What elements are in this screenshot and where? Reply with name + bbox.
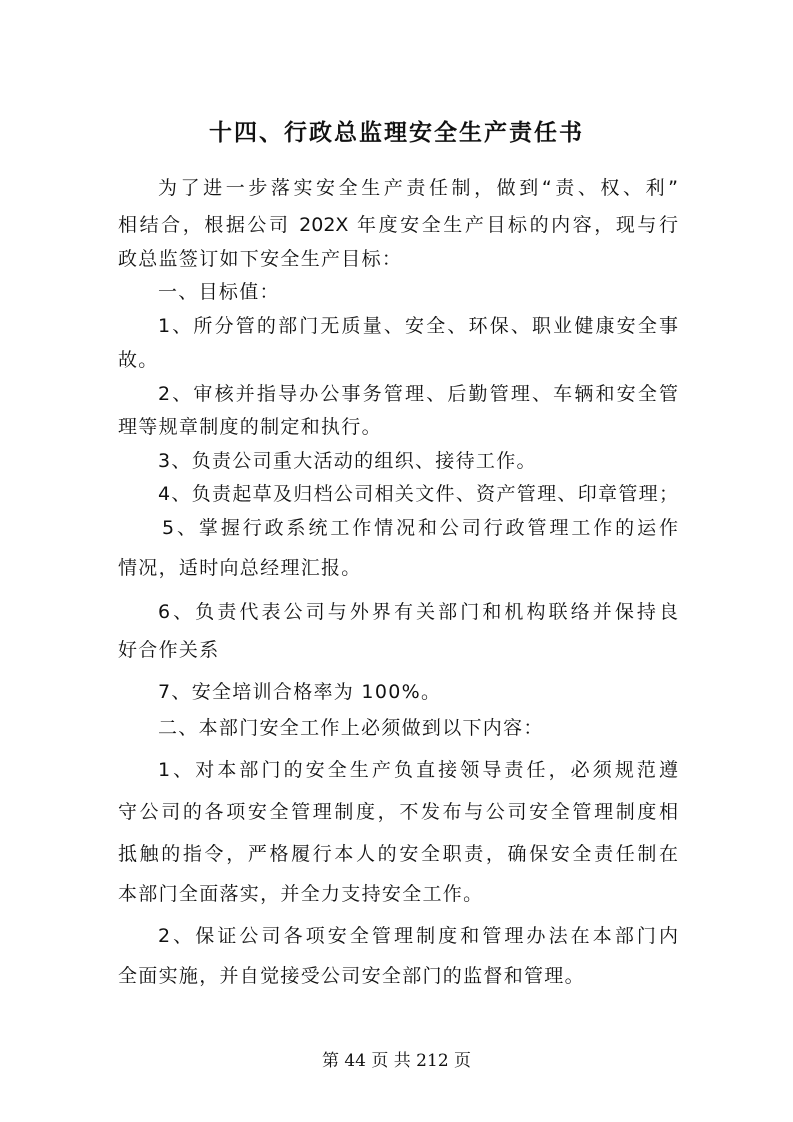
paragraph-line: 1、对本部门的安全生产负直接领导责任，必须规范遵 [158, 759, 678, 781]
paragraph-line: 2、审核并指导办公事务管理、后勤管理、车辆和安全管 [158, 383, 678, 405]
paragraph-line: 情况，适时向总经理汇报。 [118, 557, 362, 579]
paragraph-line: 故。 [118, 349, 159, 371]
paragraph-line: 3、负责公司重大活动的组织、接待工作。 [158, 450, 537, 472]
paragraph-line: 为了进一步落实安全生产责任制，做到“责、权、利” [158, 177, 678, 199]
section-heading: 一、目标值： [158, 281, 280, 303]
paragraph-line: 1、所分管的部门无质量、安全、环保、职业健康安全事 [158, 315, 678, 337]
paragraph-line: 2、保证公司各项安全管理制度和管理办法在本部门内 [158, 925, 678, 947]
page-number-footer: 第 44 页 共 212 页 [321, 1051, 472, 1071]
paragraph-line: 抵触的指令，严格履行本人的安全职责，确保安全责任制在 [118, 843, 678, 865]
paragraph-line: 4、负责起草及归档公司相关文件、资产管理、印章管理； [158, 483, 678, 505]
paragraph-line: 本部门全面落实，并全力支持安全工作。 [118, 883, 484, 905]
paragraph-line: 好合作关系 [118, 639, 220, 661]
paragraph-line: 理等规章制度的制定和执行。 [118, 416, 382, 438]
section-heading: 二、本部门安全工作上必须做到以下内容： [158, 717, 544, 739]
paragraph-line: 6、负责代表公司与外界有关部门和机构联络并保持良 [158, 601, 678, 623]
document-title: 十四、行政总监理安全生产责任书 [209, 120, 584, 146]
paragraph-line: 相结合，根据公司 202X 年度安全生产目标的内容，现与行 [118, 214, 678, 236]
paragraph-line: 7、安全培训合格率为 100%。 [158, 681, 442, 703]
paragraph-line: 5、掌握行政系统工作情况和公司行政管理工作的运作 [162, 517, 678, 539]
paragraph-line: 政总监签订如下安全生产目标： [118, 248, 403, 270]
paragraph-line: 守公司的各项安全管理制度，不发布与公司安全管理制度相 [118, 801, 678, 823]
paragraph-line: 全面实施，并自觉接受公司安全部门的监督和管理。 [118, 965, 585, 987]
